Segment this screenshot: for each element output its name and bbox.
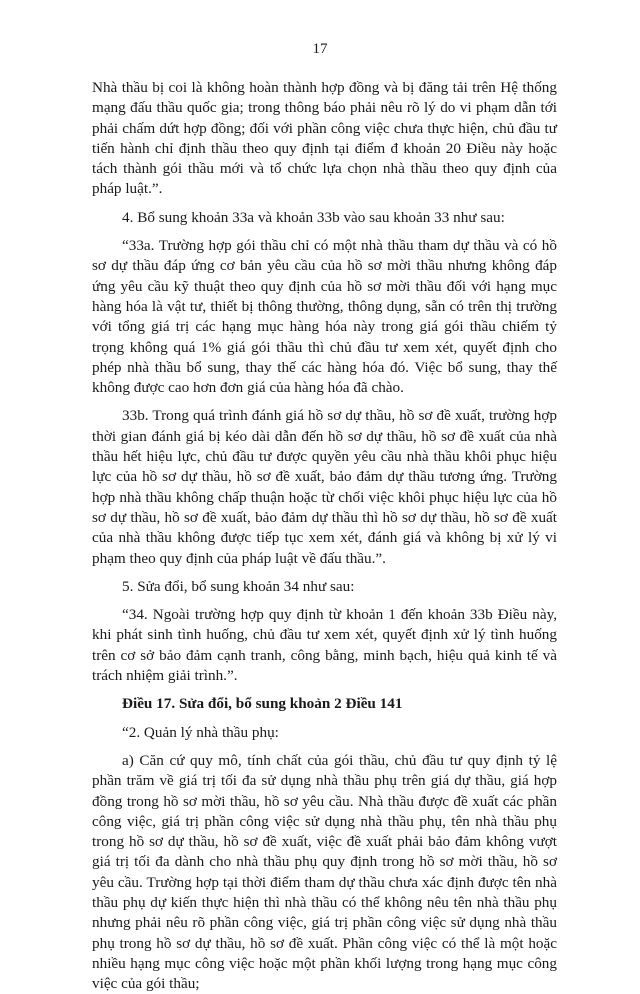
page-number: 17 (312, 41, 328, 57)
paragraph-continuation: Nhà thầu bị coi là không hoàn thành hợp đồng và bị đăng tải trên Hệ thống mạng đấu thầu quốc gia; trong thông báo phải nêu rõ lý do vi phạm dẫn tới phải chấm dứt hợp đồng; đối với phần công việc chưa thực hiện, chủ đầu tư tiến hành chỉ định thầu theo quy định tại điểm đ khoản 20 Điều này hoặc tách thành gói thầu mới và tổ chức lựa chọn nhà thầu theo quy định của pháp luật.”. (92, 79, 557, 198)
paragraph-subcontractor-management: “2. Quản lý nhà thầu phụ: (122, 723, 279, 741)
paragraph-33a: “33a. Trường hợp gói thầu chỉ có một nhà thầu tham dự thầu và có hồ sơ dự thầu đáp ứng cơ bản yêu cầu của hồ sơ mời thầu nhưng không đáp ứng yêu cầu kỹ thuật theo quy định của hồ sơ mời thầu đối với hạng mục hàng hóa là vật tư, thiết bị thông thường, thông dụng, sẵn có trên thị trường với tổng giá trị các hạng mục hàng hóa này trong giá gói thầu chiếm tỷ trọng không quá 1% giá gói thầu thì chủ đầu tư xem xét, quyết định cho phép nhà thầu bổ sung, thay thế các hàng hóa đó. Việc bổ sung, thay thế không được cao hơn đơn giá của hàng hóa đã chào. (92, 237, 557, 397)
article-17-heading: Điều 17. Sửa đổi, bổ sung khoản 2 Điều 141 (122, 695, 403, 713)
paragraph-33b: 33b. Trong quá trình đánh giá hồ sơ dự thầu, hồ sơ đề xuất, trường hợp thời gian đánh giá bị kéo dài dẫn đến hồ sơ dự thầu, hồ sơ đề xuất của nhà thầu hết hiệu lực, chủ đầu tư được quyền yêu cầu nhà thầu khôi phục hiệu lực của hồ sơ dự thầu, hồ sơ đề xuất, bảo đảm dự thầu tương ứng. Trường hợp nhà thầu không chấp thuận hoặc từ chối việc khôi phục hiệu lực của hồ sơ dự thầu, hồ sơ đề xuất, bảo đảm dự thầu thì hồ sơ dự thầu, hồ sơ đề xuất của nhà thầu không được tiếp tục xem xét, đánh giá và không bị xử lý vi phạm theo quy định của pháp luật về đấu thầu.”. (92, 407, 557, 567)
paragraph-item-5: 5. Sửa đổi, bổ sung khoản 34 như sau: (122, 577, 355, 595)
paragraph-34: “34. Ngoài trường hợp quy định từ khoản 1 đến khoản 33b Điều này, khi phát sinh tình huống, chủ đầu tư xem xét, quyết định xử lý tình huống trên cơ sở bảo đảm cạnh tranh, công bằng, minh bạch, hiệu quả kinh tế và trách nhiệm giải trình.”. (92, 606, 557, 685)
paragraph-point-a: a) Căn cứ quy mô, tính chất của gói thầu, chủ đầu tư quy định tỷ lệ phần trăm về giá trị tối đa sử dụng nhà thầu phụ trên giá dự thầu, giá hợp đồng trong hồ sơ mời thầu, hồ sơ yêu cầu. Nhà thầu được đề xuất các phần công việc, giá trị phần công việc sử dụng nhà thầu phụ, tên nhà thầu phụ trong hồ sơ dự thầu, hồ sơ đề xuất, việc đề xuất phải bảo đảm không vượt giá trị tối đa dành cho nhà thầu phụ quy định trong hồ sơ mời thầu, hồ sơ yêu cầu. Trường hợp tại thời điểm tham dự thầu chưa xác định được tên nhà thầu phụ dự kiến thực hiện thì nhà thầu có thể không nêu tên nhà thầu phụ nhưng phải nêu rõ phần công việc, giá trị phần công việc sử dụng nhà thầu phụ trong hồ sơ dự thầu, hồ sơ đề xuất. Phần công việc có thể là một hoặc nhiều hạng mục công việc hoặc một phần khối lượng trong hạng mục công việc của gói thầu; (92, 751, 557, 993)
paragraph-item-4: 4. Bổ sung khoản 33a và khoản 33b vào sau khoản 33 như sau: (122, 208, 505, 226)
document-body (92, 78, 557, 994)
